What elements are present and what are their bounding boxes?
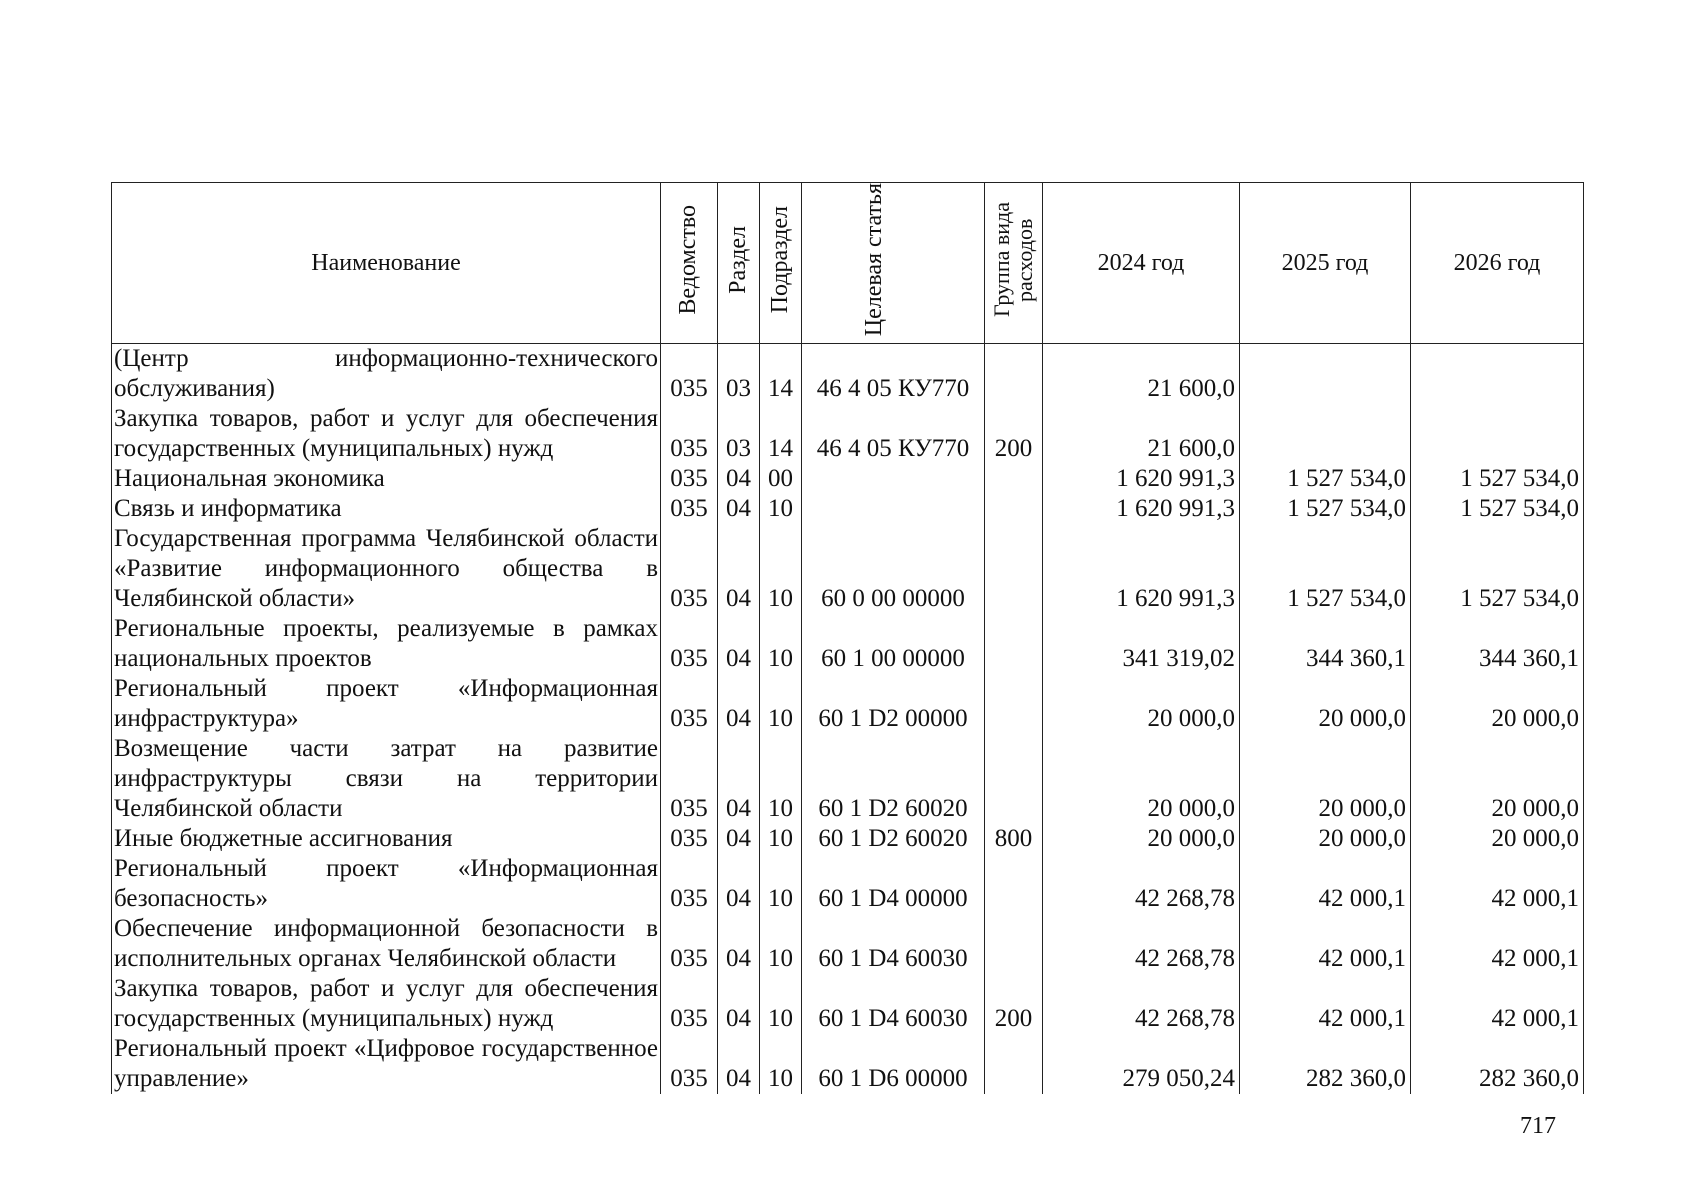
table-row	[112, 914, 1584, 974]
row-2024-cell: 21 600,0	[1043, 404, 1240, 464]
row-razdel-cell: 04	[718, 464, 760, 494]
row-2024-cell: 1 620 991,3	[1043, 494, 1240, 524]
row-podrazdel-cell: 10	[760, 974, 802, 1034]
table-row	[112, 854, 1584, 914]
row-gruppa-cell	[985, 674, 1043, 734]
row-2026-cell	[1411, 404, 1584, 464]
row-2026-cell: 1 527 534,0	[1411, 524, 1584, 614]
row-podrazdel-cell: 00	[760, 464, 802, 494]
header-razdel: Раздел	[718, 183, 760, 344]
row-razdel-cell: 04	[718, 494, 760, 524]
row-razdel-cell: 04	[718, 854, 760, 914]
row-podrazdel-cell: 10	[760, 614, 802, 674]
row-vedomstvo-cell: 035	[661, 614, 718, 674]
row-vedomstvo-cell: 035	[661, 344, 718, 405]
table-row	[112, 734, 1584, 824]
row-gruppa-cell	[985, 734, 1043, 824]
row-podrazdel-cell: 10	[760, 1034, 802, 1094]
table-row	[112, 824, 1584, 854]
row-podrazdel-cell: 10	[760, 494, 802, 524]
row-name-cell: Национальная экономика	[112, 464, 661, 494]
row-vedomstvo-cell: 035	[661, 734, 718, 824]
row-name-cell: Региональные проекты, реализуемые в рамках национальных проектов	[112, 614, 661, 674]
row-2026-cell	[1411, 344, 1584, 405]
row-2025-cell: 344 360,1	[1240, 614, 1411, 674]
row-gruppa-cell	[985, 344, 1043, 405]
row-gruppa-cell	[985, 464, 1043, 494]
table-row	[112, 524, 1584, 614]
row-podrazdel-cell: 10	[760, 734, 802, 824]
row-celevaya-cell: 60 1 00 00000	[802, 614, 985, 674]
row-razdel-cell: 03	[718, 404, 760, 464]
row-name-cell: Региональный проект «Информационная инфраструктура»	[112, 674, 661, 734]
header-gruppa-vida-rashodov: Группа вида расходов	[985, 183, 1043, 344]
row-gruppa-cell: 800	[985, 824, 1043, 854]
row-razdel-cell: 04	[718, 614, 760, 674]
row-name-cell: Закупка товаров, работ и услуг для обеспечения государственных (муниципальных) нужд	[112, 404, 661, 464]
row-2024-cell: 279 050,24	[1043, 1034, 1240, 1094]
row-vedomstvo-cell: 035	[661, 674, 718, 734]
row-celevaya-cell: 60 1 D2 00000	[802, 674, 985, 734]
table-row	[112, 974, 1584, 1034]
row-razdel-cell: 04	[718, 824, 760, 854]
row-vedomstvo-cell: 035	[661, 854, 718, 914]
row-2025-cell: 42 000,1	[1240, 914, 1411, 974]
table-row	[112, 494, 1584, 524]
row-podrazdel-cell: 14	[760, 344, 802, 405]
row-2024-cell: 1 620 991,3	[1043, 464, 1240, 494]
row-gruppa-cell	[985, 494, 1043, 524]
row-celevaya-cell: 60 1 D2 60020	[802, 734, 985, 824]
row-celevaya-cell	[802, 494, 985, 524]
row-2026-cell: 20 000,0	[1411, 734, 1584, 824]
row-2026-cell: 42 000,1	[1411, 854, 1584, 914]
row-2025-cell: 20 000,0	[1240, 824, 1411, 854]
table-row	[112, 614, 1584, 674]
row-razdel-cell: 04	[718, 974, 760, 1034]
row-2026-cell: 1 527 534,0	[1411, 494, 1584, 524]
row-vedomstvo-cell: 035	[661, 524, 718, 614]
table-row	[112, 464, 1584, 494]
row-2024-cell: 42 268,78	[1043, 914, 1240, 974]
row-razdel-cell: 04	[718, 524, 760, 614]
header-name: Наименование	[112, 183, 661, 344]
row-name-cell: Региональный проект «Цифровое государственное управление»	[112, 1034, 661, 1094]
header-celevaya-statya: Целевая статья	[802, 183, 985, 344]
row-podrazdel-cell: 14	[760, 404, 802, 464]
header-2026: 2026 год	[1411, 183, 1584, 344]
row-celevaya-cell: 60 1 D4 00000	[802, 854, 985, 914]
header-2024: 2024 год	[1043, 183, 1240, 344]
table-row	[112, 344, 1584, 405]
row-gruppa-cell	[985, 1034, 1043, 1094]
row-razdel-cell: 04	[718, 674, 760, 734]
row-celevaya-cell: 60 1 D6 00000	[802, 1034, 985, 1094]
row-name-cell: Обеспечение информационной безопасности в исполнительных органах Челябинской области	[112, 914, 661, 974]
row-celevaya-cell: 46 4 05 КУ770	[802, 404, 985, 464]
row-name-cell: Региональный проект «Информационная безопасность»	[112, 854, 661, 914]
row-celevaya-cell: 60 1 D2 60020	[802, 824, 985, 854]
row-name-cell: Возмещение части затрат на развитие инфраструктуры связи на территории Челябинской области	[112, 734, 661, 824]
row-vedomstvo-cell: 035	[661, 404, 718, 464]
row-2024-cell: 20 000,0	[1043, 734, 1240, 824]
row-name-cell: Связь и информатика	[112, 494, 661, 524]
row-celevaya-cell: 60 1 D4 60030	[802, 914, 985, 974]
row-razdel-cell: 04	[718, 914, 760, 974]
row-2026-cell: 20 000,0	[1411, 824, 1584, 854]
row-2024-cell: 21 600,0	[1043, 344, 1240, 405]
table-row	[112, 1034, 1584, 1094]
row-2024-cell: 341 319,02	[1043, 614, 1240, 674]
row-celevaya-cell: 60 0 00 00000	[802, 524, 985, 614]
row-2026-cell: 20 000,0	[1411, 674, 1584, 734]
row-vedomstvo-cell: 035	[661, 464, 718, 494]
row-2026-cell: 344 360,1	[1411, 614, 1584, 674]
row-2025-cell: 282 360,0	[1240, 1034, 1411, 1094]
row-2025-cell: 42 000,1	[1240, 974, 1411, 1034]
table-row	[112, 674, 1584, 734]
page-number: 717	[1520, 1113, 1556, 1139]
row-razdel-cell: 03	[718, 344, 760, 405]
row-2025-cell	[1240, 404, 1411, 464]
row-2025-cell: 1 527 534,0	[1240, 464, 1411, 494]
row-podrazdel-cell: 10	[760, 914, 802, 974]
row-vedomstvo-cell: 035	[661, 1034, 718, 1094]
row-2026-cell: 42 000,1	[1411, 974, 1584, 1034]
row-razdel-cell: 04	[718, 734, 760, 824]
row-2024-cell: 42 268,78	[1043, 974, 1240, 1034]
row-name-cell: Государственная программа Челябинской области «Развитие информационного общества в Челябинской области»	[112, 524, 661, 614]
row-vedomstvo-cell: 035	[661, 494, 718, 524]
row-gruppa-cell	[985, 524, 1043, 614]
row-2024-cell: 20 000,0	[1043, 674, 1240, 734]
row-gruppa-cell: 200	[985, 974, 1043, 1034]
row-name-cell: (Центр информационно-технического обслуживания)	[112, 344, 661, 405]
table-body	[112, 344, 1584, 1095]
row-celevaya-cell	[802, 464, 985, 494]
row-vedomstvo-cell: 035	[661, 974, 718, 1034]
row-podrazdel-cell: 10	[760, 854, 802, 914]
row-2025-cell: 42 000,1	[1240, 854, 1411, 914]
row-podrazdel-cell: 10	[760, 524, 802, 614]
row-celevaya-cell: 46 4 05 КУ770	[802, 344, 985, 405]
row-gruppa-cell	[985, 914, 1043, 974]
row-2025-cell	[1240, 344, 1411, 405]
row-podrazdel-cell: 10	[760, 824, 802, 854]
table-row	[112, 404, 1584, 464]
row-podrazdel-cell: 10	[760, 674, 802, 734]
row-name-cell: Закупка товаров, работ и услуг для обеспечения государственных (муниципальных) нужд	[112, 974, 661, 1034]
row-gruppa-cell: 200	[985, 404, 1043, 464]
row-2025-cell: 20 000,0	[1240, 734, 1411, 824]
row-2026-cell: 282 360,0	[1411, 1034, 1584, 1094]
row-celevaya-cell: 60 1 D4 60030	[802, 974, 985, 1034]
row-name-cell: Иные бюджетные ассигнования	[112, 824, 661, 854]
row-2024-cell: 1 620 991,3	[1043, 524, 1240, 614]
row-2024-cell: 42 268,78	[1043, 854, 1240, 914]
row-razdel-cell: 04	[718, 1034, 760, 1094]
row-gruppa-cell	[985, 854, 1043, 914]
row-2025-cell: 20 000,0	[1240, 674, 1411, 734]
header-podrazdel: Подраздел	[760, 183, 802, 344]
row-2025-cell: 1 527 534,0	[1240, 494, 1411, 524]
row-gruppa-cell	[985, 614, 1043, 674]
budget-table	[111, 182, 1584, 1094]
row-vedomstvo-cell: 035	[661, 824, 718, 854]
row-2024-cell: 20 000,0	[1043, 824, 1240, 854]
row-vedomstvo-cell: 035	[661, 914, 718, 974]
row-2026-cell: 42 000,1	[1411, 914, 1584, 974]
header-2025: 2025 год	[1240, 183, 1411, 344]
table-header-row	[112, 183, 1584, 344]
header-vedomstvo: Ведомство	[661, 183, 718, 344]
row-2026-cell: 1 527 534,0	[1411, 464, 1584, 494]
row-2025-cell: 1 527 534,0	[1240, 524, 1411, 614]
